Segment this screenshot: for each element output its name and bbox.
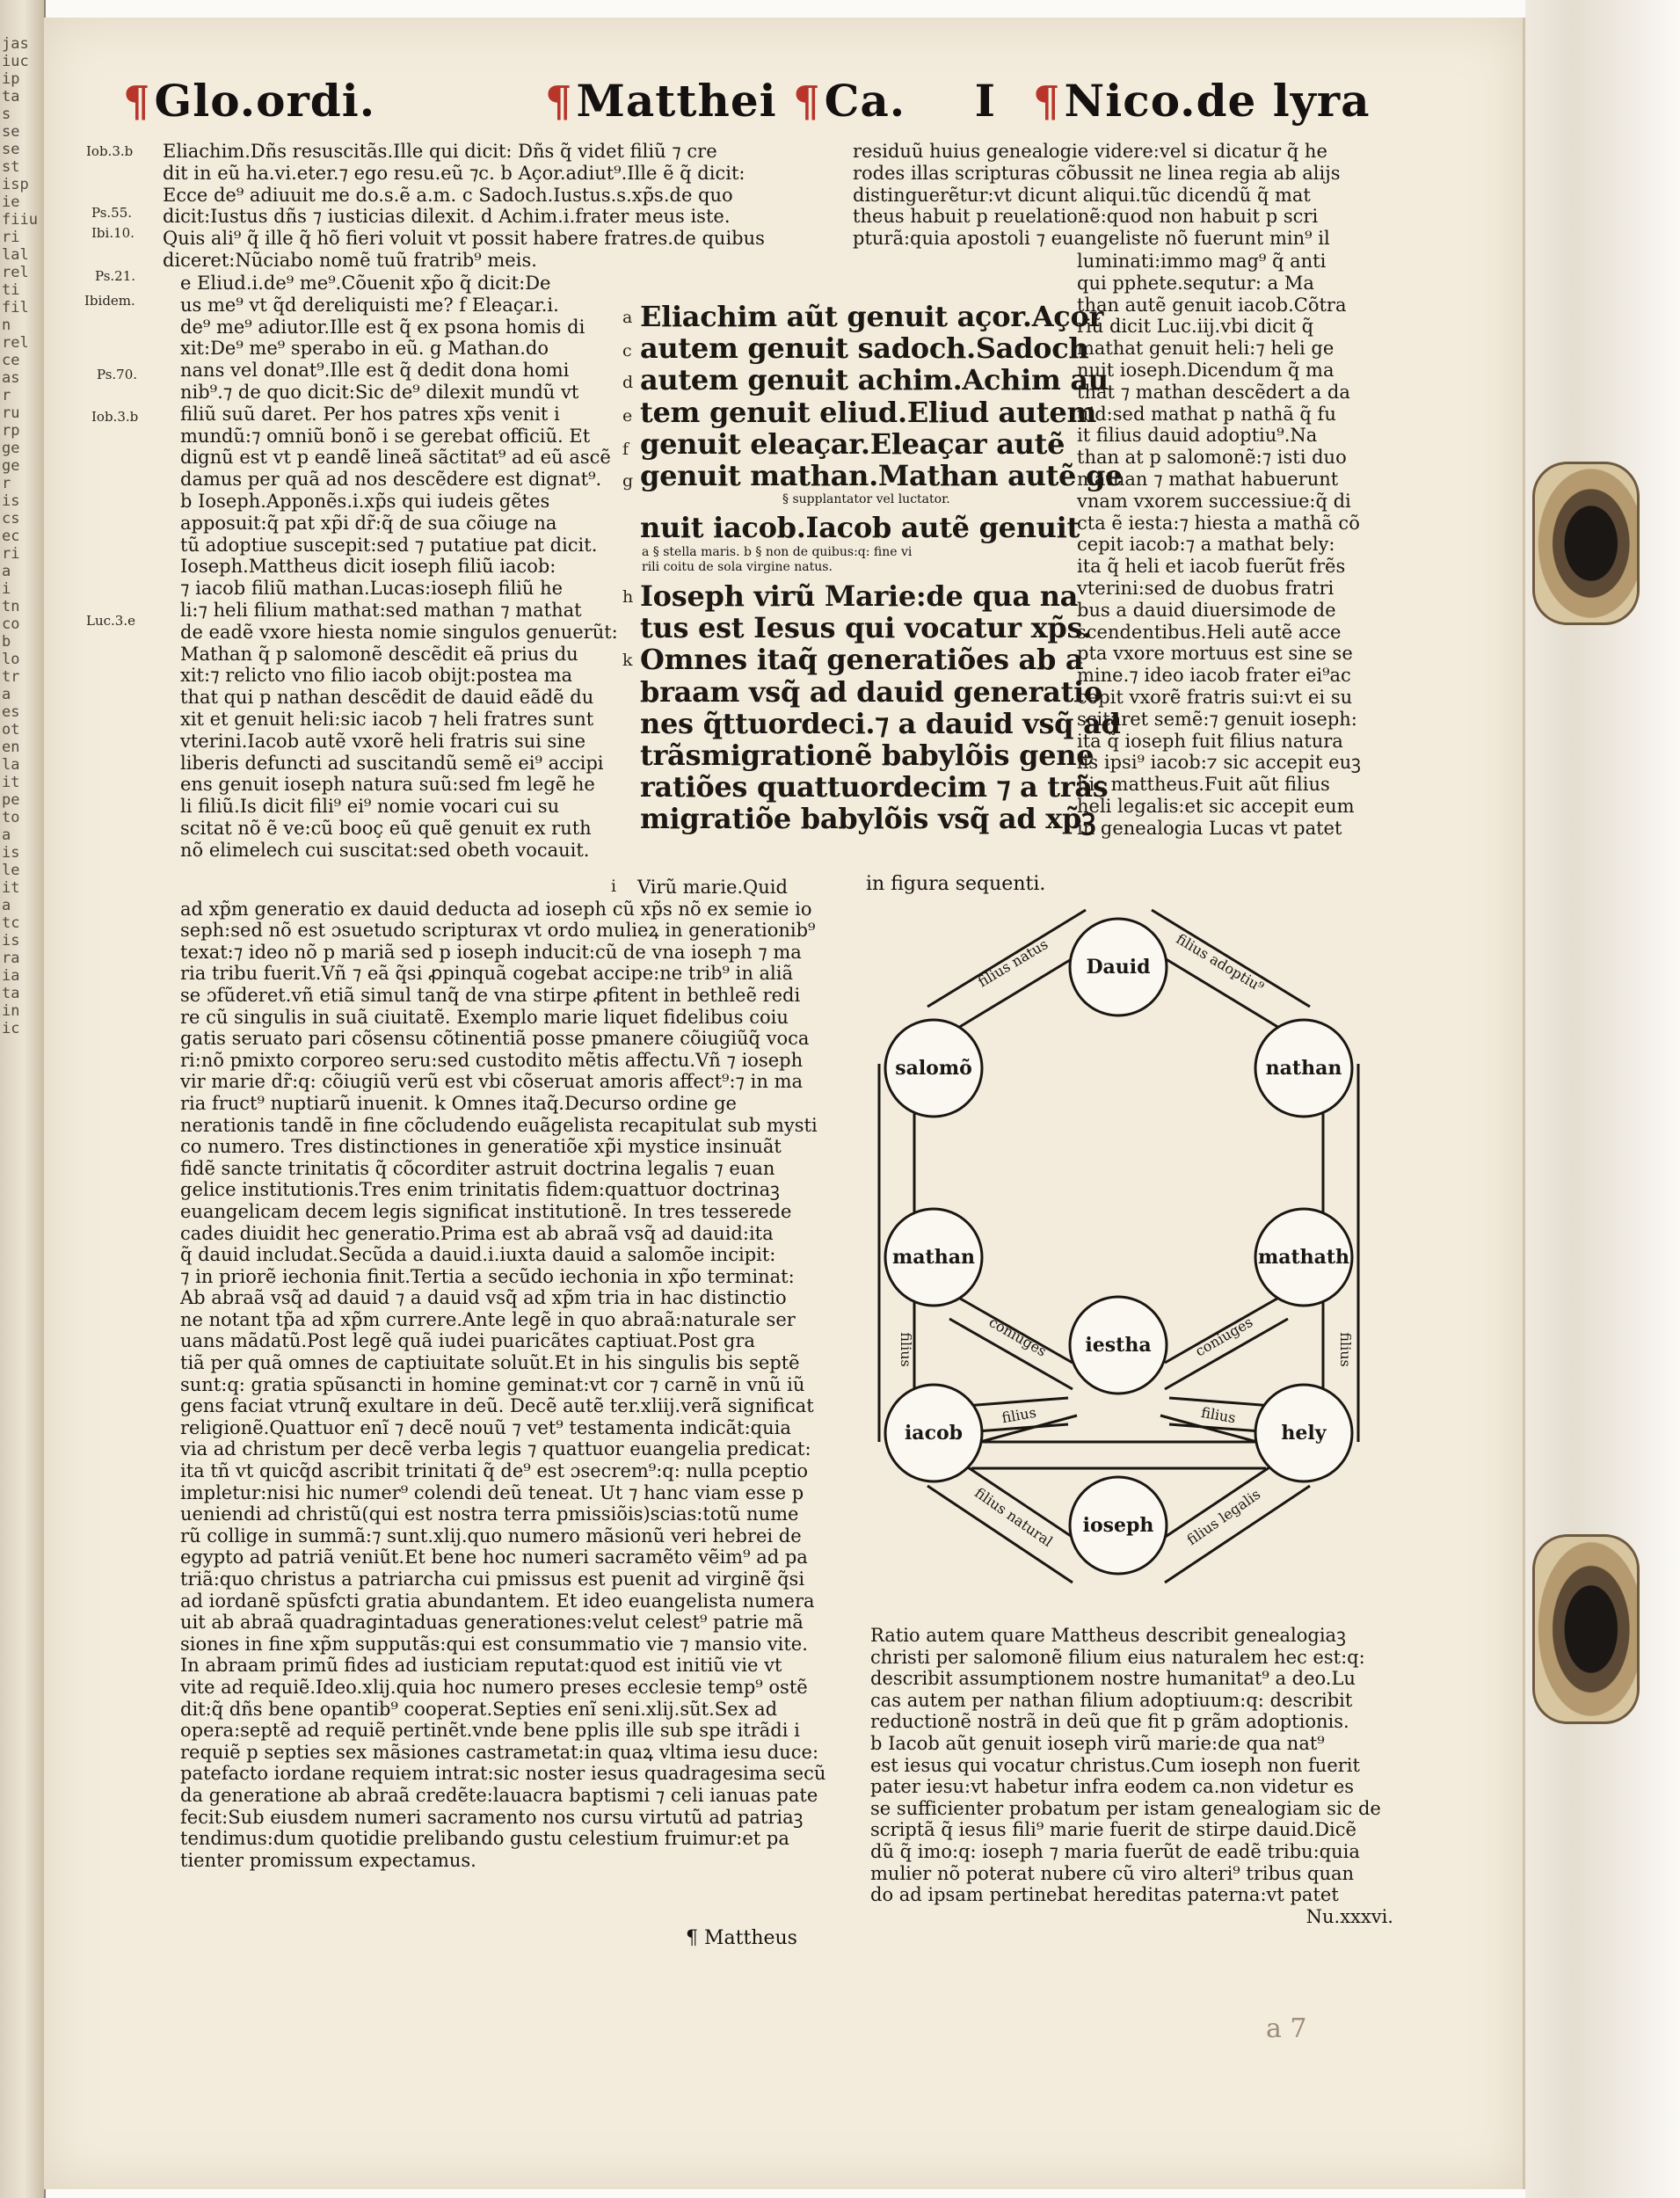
gloss-line: that qui p nathan descẽdit de dauid eãdẽ du <box>180 687 594 709</box>
gloss-line: pta vxore mortuus est sine se <box>1077 643 1353 665</box>
gloss-line: ad xp̃m generatio ex dauid deducta ad ioseph cũ xp̃s nõ ex semie io <box>180 898 812 920</box>
verse-letter: f <box>622 440 629 459</box>
edge-label: filius natural <box>971 1484 1056 1550</box>
genealogy-diagram <box>866 906 1371 1609</box>
margin-ref: Ibi.10. <box>91 225 135 241</box>
bible-line: tem genuit eliud.Eliud autem <box>640 395 1097 429</box>
gloss-ordinaria-bottom <box>180 877 835 1871</box>
gloss-line: co numero. Tres distinctiones in generatiõe xp̃i mystice insinuãt <box>180 1136 782 1158</box>
edge-label: filius <box>898 1332 914 1367</box>
verse-letter: c <box>622 341 632 360</box>
header-right-text: Nico.de lyra <box>1064 75 1371 127</box>
margin-ref: Iob.3.b <box>86 143 134 159</box>
gloss-line: Ratio autem quare Mattheus describit genealogiaꝫ <box>870 1625 1346 1646</box>
edge-label: coniuges <box>1192 1313 1256 1360</box>
verse-letter: e <box>622 406 633 426</box>
gloss-line: uans mãdatũ.Post legẽ quã iudei puaricãtes captiuat.Post gra <box>180 1330 755 1352</box>
gloss-line: mundũ:⁊ omniũ bonõ i se gerebat officiũ. Et <box>180 425 591 447</box>
gloss-line: ⁊ in priorẽ iechonia finit.Tertia a secũdo iechonia in xp̃o terminat: <box>180 1265 795 1287</box>
gloss-line: ne notant tp̃a ad xp̃m currere.Ante legẽ in quo abraã:naturale ser <box>180 1308 796 1330</box>
gloss-line: describit assumptionem nostre humanitat⁹ a deo.Lu <box>870 1668 1356 1690</box>
gloss-line: mathat genuit heli:⁊ heli ge <box>1077 338 1335 360</box>
gloss-line: reductionẽ nostrã in deũ que fit p grãm adoptionis. <box>870 1711 1349 1733</box>
gloss-line: nõ elimelech cui suscitat:sed obeth vocauit. <box>180 839 590 861</box>
gloss-line: luminati:immo mag⁹ q̃ anti <box>1077 251 1327 272</box>
verse-letter: g <box>622 471 634 491</box>
gloss-line: via ad christum per decẽ verba legis ⁊ quattuor euangelia predicat: <box>180 1438 811 1460</box>
gloss-line: li:⁊ heli filium mathat:sed mathan ⁊ mathat <box>180 599 582 621</box>
header-chapter-number: I <box>974 75 997 127</box>
gloss-line: religionẽ.Quattuor enĩ ⁊ decẽ nouũ ⁊ vet⁹ testamenta indicãt:quia <box>180 1416 791 1438</box>
gloss-line: euangelicam decem legis significat institutionẽ. In tres tesserede <box>180 1200 792 1222</box>
diagram-label: iestha <box>1085 1334 1152 1357</box>
gloss-line: liberis defuncti ad suscitandũ semẽ ei⁹ accipi <box>180 752 604 774</box>
gloss-line: gatis seruato pari cõsensu cõtinentiã posse pmanere cõiugiũq̃ voca <box>180 1028 810 1050</box>
gloss-line: vterini.Iacob autẽ vxorẽ heli fratris sui sine <box>180 730 585 752</box>
gloss-line: uid:sed mathat p nathã q̃ fu <box>1077 403 1336 425</box>
gloss-line: nib⁹.⁊ de quo dicit:Sic de⁹ dilexit mundũ vt <box>180 381 579 403</box>
gloss-line: gens faciat vtrunq̃ exultare in deũ. Decẽ autẽ ter.xliij.verã significat <box>180 1395 814 1417</box>
header-chapter-text: Ca. <box>824 75 906 127</box>
vulgate-text <box>640 300 1124 493</box>
nicolaus-de-lyra-column <box>1077 251 1376 840</box>
margin-ref: Ps.21. <box>95 268 136 284</box>
interlinear-gloss: rili coitu de sola virgine natus. <box>642 560 833 574</box>
gloss-line: nuit ioseph.Dicendum q̃ ma <box>1077 359 1335 381</box>
gloss-line: ad iordanẽ spũsfcti gratia abundantem. Et ideo euangelista numera <box>180 1590 815 1612</box>
interlinear-gloss: a § stella maris. b § non de quibus:q: fine vi <box>642 545 913 559</box>
gloss-line: apposuit:q̃ pat xp̃i dr̃:q̃ de sua cõiuge na <box>180 512 557 534</box>
gloss-line: da generatione ab abraã credẽte:lauacra baptismi ⁊ celi ianuas pate <box>180 1784 818 1806</box>
verse-letter: h <box>622 587 634 607</box>
gloss-line: damus per quã ad nos descẽdere est dignat⁹. <box>180 469 602 491</box>
gloss-line: tiã per quã omnes de captiuitate soluũt.Et in his singulis bis septẽ <box>180 1352 800 1374</box>
gloss-line: xit:⁊ relicto vno filio iacob obijt:postea ma <box>180 665 573 687</box>
bible-line: braam vsq̃ ad dauid generatio <box>640 674 1102 709</box>
gloss-line: de eadẽ vxore hiesta nomie singulos genuerũt: <box>180 621 618 643</box>
interlinear-gloss: § supplantator vel luctator. <box>782 492 950 506</box>
diagram-label: iacob <box>904 1422 964 1445</box>
gloss-line: cepit iacob:⁊ a mathat bely: <box>1077 534 1335 556</box>
diagram-label: mathan <box>892 1246 975 1269</box>
gloss-line: rodes illas scripturas cõbussit ne linea regia ab alijs <box>853 162 1341 184</box>
header-glossa-ordinaria <box>123 75 375 127</box>
bible-line: autem genuit sadoch.Sadoch <box>640 331 1089 366</box>
gloss-ordinaria-narrow <box>180 273 618 862</box>
gloss-line: mulier nõ poterat nubere cũ viro alteri⁹ tribus quan <box>870 1862 1355 1884</box>
binding-board <box>1525 0 1680 2198</box>
header-nicolaus-de-lyra <box>1033 75 1371 127</box>
nicolaus-de-lyra-bottom <box>870 1625 1393 1927</box>
figure-caption: in figura sequenti. <box>866 873 1046 895</box>
paragraph-mark-icon: ¶ <box>686 1927 704 1949</box>
gloss-line: Mathan q̃ p salomonẽ descẽdit eã prius du <box>180 643 578 665</box>
diagram-label: salomõ <box>895 1057 972 1080</box>
gloss-line: than autẽ genuit iacob.Cõtra <box>1077 294 1347 316</box>
catchword-text: Mattheus <box>704 1927 797 1949</box>
gloss-line: re cũ singulis in suã ciuitatẽ. Exemplo marie liquet fidelibus coiu <box>180 1006 789 1028</box>
gloss-line: cta ẽ iesta:⁊ hiesta a mathã cõ <box>1077 512 1360 534</box>
gloss-line: impletur:nisi hic numer⁹ colendi deũ teneat. Ut ⁊ hanc viam esse p <box>180 1481 804 1503</box>
margin-ref: Ps.55. <box>91 205 133 221</box>
gloss-line: egypto ad patriã veniũt.Et bene hoc numeri sacramẽto vẽim⁹ ad pa <box>180 1547 808 1568</box>
gloss-line: opera:septẽ ad requiẽ pertinẽt.vnde bene pplis ille sub spe itrãdi i <box>180 1720 800 1742</box>
gloss-ordinaria-top <box>163 141 831 272</box>
gloss-line: nans vel donat⁹.Ille est q̃ dedit dona homi <box>180 360 570 382</box>
gloss-line: vir marie dr̃:q: cõiugiũ verũ est vbi cõseruat amoris affect⁹:⁊ in ma <box>180 1071 804 1093</box>
gloss-line: texat:⁊ ideo nõ p mariã sed p ioseph inducit:cũ de vna ioseph ⁊ ma <box>180 941 802 963</box>
gloss-line: uit ab abraã quadragintaduas generationes:velut celest⁹ patrie mã <box>180 1612 804 1634</box>
gloss-line: diceret:Nũciabo nomẽ tuũ fratrib⁹ meis. <box>163 249 537 271</box>
paragraph-mark-icon: ¶ <box>545 77 573 127</box>
gloss-line: In abraam primũ fides ad iusticiam reputat:quod est initiũ vie vt <box>180 1655 782 1677</box>
gloss-line: requiẽ p septies sex mãsiones castrametat:in quaꝝ vltima iesu duce: <box>180 1741 819 1763</box>
gloss-line: ri:nõ pmixto corporeo seru:sed custodito mẽtis affectu.Vñ ⁊ ioseph <box>180 1049 804 1071</box>
gloss-line: tienter promissum expectamus. <box>180 1849 476 1871</box>
gloss-line: dit in eũ ha.vi.eter.⁊ ego resu.eũ ⁊c. b Açor.adiut⁹.Ille ẽ q̃ dicit: <box>163 162 745 184</box>
upper-clasp <box>1532 462 1640 625</box>
gloss-line: pater iesu:vt habetur infra eodem ca.non videtur es <box>870 1776 1355 1798</box>
gloss-line: q̃ dauid includat.Secũda a dauid.i.iuxta dauid a salomõe incipit: <box>180 1244 776 1266</box>
gloss-line: scendentibus.Heli autẽ acce <box>1077 621 1342 643</box>
gloss-line: than at p salomonẽ:⁊ isti duo <box>1077 447 1347 469</box>
gloss-line: sunt:q: gratia spũsancti in homine geminat:vt cor ⁊ carnẽ in vnũ iũ <box>180 1373 805 1395</box>
gloss-line: mine.⁊ ideo iacob frater ei⁹ac <box>1077 665 1351 687</box>
gloss-line: pturã:quia apostoli ⁊ euangeliste nõ fuerunt min⁹ il <box>853 228 1330 250</box>
gloss-line: triã:quo christus a patriarcha cui pmissus est puenit ad virginẽ q̃si <box>180 1568 805 1590</box>
gloss-line: seph:sed nõ est ɔsuetudo scripturax vt ordo mulieꝝ in generationib⁹ <box>180 920 816 942</box>
gloss-line: siones in fine xp̃m supputãs:qui est consummatio vie ⁊ mansio vite. <box>180 1633 808 1655</box>
gloss-line: lis ipsi⁹ iacob:⁊ sic accepit euꝫ <box>1077 752 1361 774</box>
gloss-line: scitaret semẽ:⁊ genuit ioseph: <box>1077 708 1357 730</box>
gloss-line: tendimus:dum quotidie prelibando gustu celestium fruimur:et pa <box>180 1828 789 1850</box>
bible-line: nes q̃ttuordeci.⁊ a dauid vsq̃ ad <box>640 706 1121 740</box>
edge-label: filius <box>1199 1403 1238 1427</box>
gloss-line: ens genuit ioseph natura suũ:sed fm legẽ he <box>180 774 595 796</box>
bible-line: genuit eleaçar.Eleaçar autẽ <box>640 426 1065 461</box>
bible-line: Omnes itaq̃ generatiões ab a <box>640 643 1084 677</box>
gloss-line: e Eliud.i.de⁹ me⁹.Cõuenit xp̃o q̃ dicit:De <box>180 273 551 294</box>
gloss-line: se sufficienter probatum per istam genealogiam sic de <box>870 1797 1381 1819</box>
gloss-line: li filiũ.Is dicit fili⁹ ei⁹ nomie vocari cui su <box>180 796 560 818</box>
gloss-line: scriptã q̃ iesus fili⁹ marie fuerit de stirpe dauid.Dicẽ <box>870 1819 1356 1841</box>
lower-clasp <box>1532 1534 1640 1724</box>
gloss-line: scitat nõ ẽ ve:cũ booç eũ quẽ genuit ex ruth <box>180 817 592 839</box>
gloss-line: heli legalis:et sic accepit eum <box>1077 795 1355 817</box>
margin-ref: Iob.3.b <box>91 409 139 425</box>
gloss-line: vnam vxorem successiue:q̃ di <box>1077 490 1351 512</box>
gloss-line: filiũ suũ daret. Per hos patres xp̃s venit i <box>180 403 560 425</box>
edge-label: filius legalis <box>1183 1485 1264 1549</box>
gloss-line: nerationis tandẽ in fine cõcludendo euãgelista recapitulat sub mysti <box>180 1114 818 1136</box>
gloss-line: fecit:Sub eiusdem numeri sacramento nos cursu virtutũ ad patriaꝫ <box>180 1806 804 1828</box>
gloss-line: ⁊ iacob filiũ mathan.Lucas:ioseph filiũ he <box>180 578 564 600</box>
gloss-line: fidẽ sancte trinitatis q̃ cõcorditer astruit doctrina legalis ⁊ euan <box>180 1157 775 1179</box>
gloss-line: Eliachim.Dñs resuscitãs.Ille qui dicit: Dñs q̃ videt filiũ ⁊ cre <box>163 141 717 162</box>
gloss-line: dũ q̃ imo:q: ioseph ⁊ maria fuerũt de eadẽ tribu:quia <box>870 1840 1360 1862</box>
gloss-line: xit et genuit heli:sic iacob ⁊ heli fratres sunt <box>180 708 594 730</box>
bible-line: genuit mathan.Mathan autẽ ge <box>640 459 1124 493</box>
edge-label: filius adoptiu⁹ <box>1173 930 1267 996</box>
gloss-line: ria fruct⁹ nuptiarũ inuenit. k Omnes itaq̃.Decurso ordine ge <box>180 1092 737 1114</box>
gloss-line: rũ collige in summã:⁊ sunt.xlij.quo numero mãsionũ veri hebrei de <box>180 1525 802 1547</box>
gloss-line: vterini:sed de duobus fratri <box>1077 577 1335 599</box>
gloss-line: ita q̃ heli et iacob fuerũt frẽs <box>1077 556 1346 578</box>
bible-line: migratiõe babylõis vsq̃ ad xp̃ꝫ <box>640 802 1096 836</box>
diagram-label: nathan <box>1265 1057 1342 1080</box>
diagram-label: hely <box>1281 1422 1327 1445</box>
margin-ref: Ps.70. <box>97 367 138 382</box>
gloss-line: us me⁹ vt q̃d dereliquisti me? f Eleaçar.i. <box>180 294 559 316</box>
gloss-line: christi per salomonẽ filium eius naturalem hec est:q: <box>870 1646 1365 1668</box>
catchword <box>686 1927 797 1949</box>
gloss-line: qui pphete.sequtur: a Ma <box>1077 272 1314 294</box>
bible-line: autem genuit achim.Achim au <box>640 363 1109 397</box>
gloss-line: patefacto iordane requiem intrat:sic noster iesus quadragesima secũ <box>180 1763 826 1785</box>
verse-letter: d <box>622 373 634 392</box>
gloss-line: ueniendi ad christũ(qui est nostra terra pmissiõis)scias:totũ nume <box>180 1503 799 1525</box>
bible-line: tus est Iesus qui vocatur xp̃s. <box>640 611 1093 645</box>
paragraph-mark-icon: ¶ <box>123 77 151 127</box>
header-middle-text: Matthei <box>576 75 777 127</box>
gloss-line: b Ioseph.Apponẽs.i.xp̃s qui iudeis gẽtes <box>180 490 550 512</box>
gloss-line: vite ad requiẽ.Ideo.xlij.quia hoc numero preses ecclesie temp⁹ ostẽ <box>180 1676 808 1698</box>
nicolaus-de-lyra-top <box>853 141 1380 250</box>
gloss-line: tũ adoptiue suscepit:sed ⁊ putatiue pat dicit. <box>180 534 598 556</box>
gloss-line: in genealogia Lucas vt patet <box>1077 817 1342 839</box>
gloss-line: est iesus qui vocatur christus.Cum ioseph non fuerit <box>870 1754 1360 1776</box>
diagram-label: Dauid <box>1086 956 1151 979</box>
gloss-line: ria tribu fuerit.Vñ ⁊ eã q̃si ꝓpinquã cogebat accipe:ne trib⁹ in aliã <box>180 963 794 985</box>
bible-line: ratiões quattuordecim ⁊ a trãs <box>640 770 1109 804</box>
gloss-line: Ecce de⁹ adiuuit me do.s.ẽ a.m. c Sadoch.Iustus.s.xp̃s.de quo <box>163 184 733 206</box>
gloss-line: mathan ⁊ mathat habuerunt <box>1077 468 1339 490</box>
gloss-line: de⁹ me⁹ adiutor.Ille est q̃ ex psona homis di <box>180 316 585 338</box>
gloss-line: that ⁊ mathan descẽdert a da <box>1077 381 1350 403</box>
margin-ref: Ibidem. <box>84 293 135 309</box>
bible-line: trãsmigrationẽ babylõis gene <box>640 739 1095 773</box>
gloss-line: xit:De⁹ me⁹ sperabo in eũ. g Mathan.do <box>180 338 549 360</box>
gloss-line: se ɔfũderet.vñ etiã simul tanq̃ de vna stirpe ꝓfitent in bethleẽ redi <box>180 984 801 1006</box>
gloss-line: dicit:Iustus dñs ⁊ iusticias dilexit. d Achim.i.frater meus iste. <box>163 206 731 228</box>
gloss-line: ita q̃ ioseph fuit filius natura <box>1077 730 1343 752</box>
gloss-line: residuũ huius genealogie videre:vel si dicatur q̃ he <box>853 141 1327 162</box>
gloss-line: bus a dauid diuersimode de <box>1077 599 1336 621</box>
gloss-line: dignũ est vt p eandẽ lineã sãctitat⁹ ad eũ ascẽ <box>180 447 611 469</box>
gloss-line: do ad ipsam pertinebat hereditas paterna:vt patet <box>870 1884 1339 1906</box>
bible-line: Ioseph virũ Marie:de qua na <box>640 579 1079 613</box>
verse-letter: k <box>622 651 633 670</box>
bible-line: nuit iacob.Iacob autẽ genuit <box>640 511 1080 544</box>
header-left-text: Glo.ordi. <box>154 75 376 127</box>
previous-page-text: jas iuc ip ta s se se st isp ie fiiu ri lal rel ti fil n rel ce as r ru rp ge ge r is cs ec ri a i tn co b lo tr a es ot en la it pe to a is le it a tc is ra ia ta in ic <box>2 35 38 1037</box>
gloss-line: b Iacob aũt genuit ioseph virũ marie:de qua nat⁹ <box>870 1732 1325 1754</box>
signature-mark: a 7 <box>1266 2013 1307 2044</box>
margin-ref: Luc.3.e <box>86 613 135 629</box>
gloss-line: hic mattheus.Fuit aũt filius <box>1077 774 1330 796</box>
gloss-line: it filius dauid adoptiu⁹.Na <box>1077 425 1318 447</box>
verse-letter: a <box>622 308 633 327</box>
gloss-line: ita tñ vt quicq̃d ascribit trinitati q̃ de⁹ est ɔsecrem⁹:q: nulla pceptio <box>180 1460 809 1482</box>
gloss-line: dit:q̃ dñs bene opantib⁹ cooperat.Septies enĩ seni.xlij.sũt.Sex ad <box>180 1698 778 1720</box>
diagram-label: mathath <box>1257 1246 1350 1269</box>
vulgate-text-3 <box>640 579 1121 836</box>
gloss-line: cas autem per nathan filium adoptiuum:q: describit <box>870 1689 1353 1711</box>
edge-label: filius natus <box>975 935 1051 991</box>
gloss-line: gelice institutionis.Tres enim trinitatis fidem:quattuor doctrinaꝫ <box>180 1179 780 1201</box>
previous-page-edge <box>0 0 46 2198</box>
gloss-line: Nu.xxxvi. <box>1305 1905 1393 1927</box>
gloss-line: Virũ marie.Quid <box>637 877 788 898</box>
gloss-line: Ioseph.Mattheus dicit ioseph filiũ iacob: <box>180 556 556 578</box>
paragraph-mark-icon: ¶ <box>793 77 821 127</box>
diagram-label: ioseph <box>1082 1514 1154 1537</box>
paragraph-mark-icon: ¶ <box>1033 77 1061 127</box>
edge-label: filius <box>1337 1332 1354 1367</box>
edge-label: coniuges <box>985 1313 1050 1360</box>
bible-line: Eliachim aũt genuit açor.Açor <box>640 300 1104 333</box>
header-matthei <box>545 75 996 127</box>
vulgate-text-2 <box>640 511 1080 544</box>
gloss-line: theus habuit p reuelationẽ:quod non habuit p scri <box>853 206 1319 228</box>
gloss-line: cepit vxorẽ fratris sui:vt ei su <box>1077 686 1353 708</box>
gloss-line: riũ dicit Luc.iij.vbi dicit q̃ <box>1077 316 1314 338</box>
verse-letter: i <box>611 877 617 896</box>
gloss-line: Ab abraã vsq̃ ad dauid ⁊ a dauid vsq̃ ad xp̃m tria in hac distinctio <box>180 1287 787 1309</box>
edge-label: filius <box>1000 1403 1038 1427</box>
gloss-line: Quis ali⁹ q̃ ille q̃ hõ fieri voluit vt possit habere fratres.de quibus <box>163 228 765 250</box>
gloss-line: distinguerẽtur:vt dicunt aliqui.tũc dicendũ q̃ mat <box>853 184 1311 206</box>
gloss-line: cades diuidit hec generatio.Prima est ab abraã vsq̃ ad dauid:ita <box>180 1222 774 1244</box>
